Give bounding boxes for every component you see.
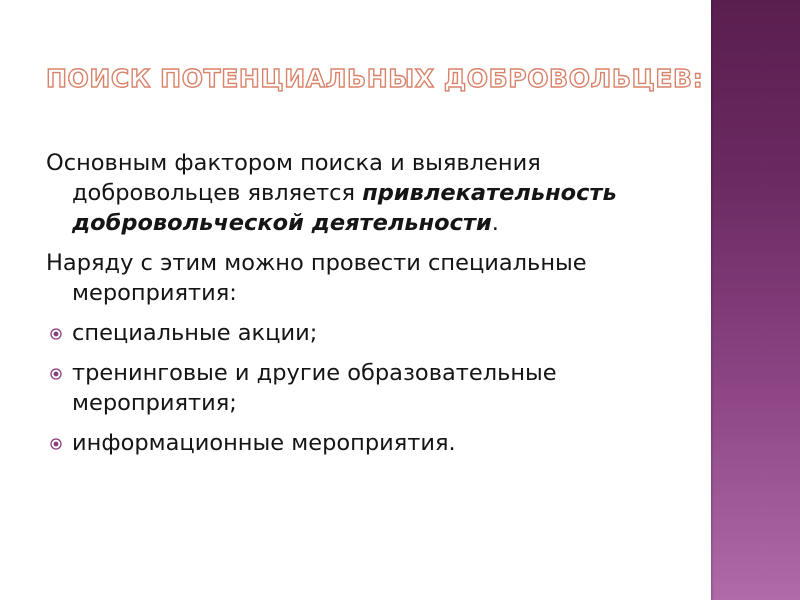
- ring-dot-icon: [50, 328, 62, 340]
- list-item-text: специальные акции;: [72, 320, 318, 346]
- ring-dot-icon: [50, 438, 62, 450]
- list-item: [46, 428, 686, 458]
- paragraph-emphasis: привлекательность добровольческой деятельности: [72, 180, 617, 236]
- list-item-text: тренинговые и другие образовательные мероприятия;: [72, 360, 557, 416]
- ring-dot-icon: [50, 368, 62, 380]
- list-item: [46, 318, 686, 348]
- paragraph-text-after: .: [491, 210, 499, 236]
- decorative-side-band: [711, 0, 800, 600]
- side-band-shadow: [711, 0, 714, 600]
- list-item-text: информационные мероприятия.: [72, 430, 456, 456]
- paragraph-text-before: Основным фактором поиска и выявления добровольцев является: [46, 150, 541, 206]
- slide-title: ПОИСК ПОТЕНЦИАЛЬНЫХ ДОБРОВОЛЬЦЕВ:: [46, 64, 704, 93]
- paragraph-special-events: Наряду с этим можно провести специальные мероприятия:: [46, 250, 587, 306]
- list-item: [46, 358, 686, 418]
- slide-body: [46, 148, 686, 468]
- paragraph-main-factor: [46, 148, 686, 238]
